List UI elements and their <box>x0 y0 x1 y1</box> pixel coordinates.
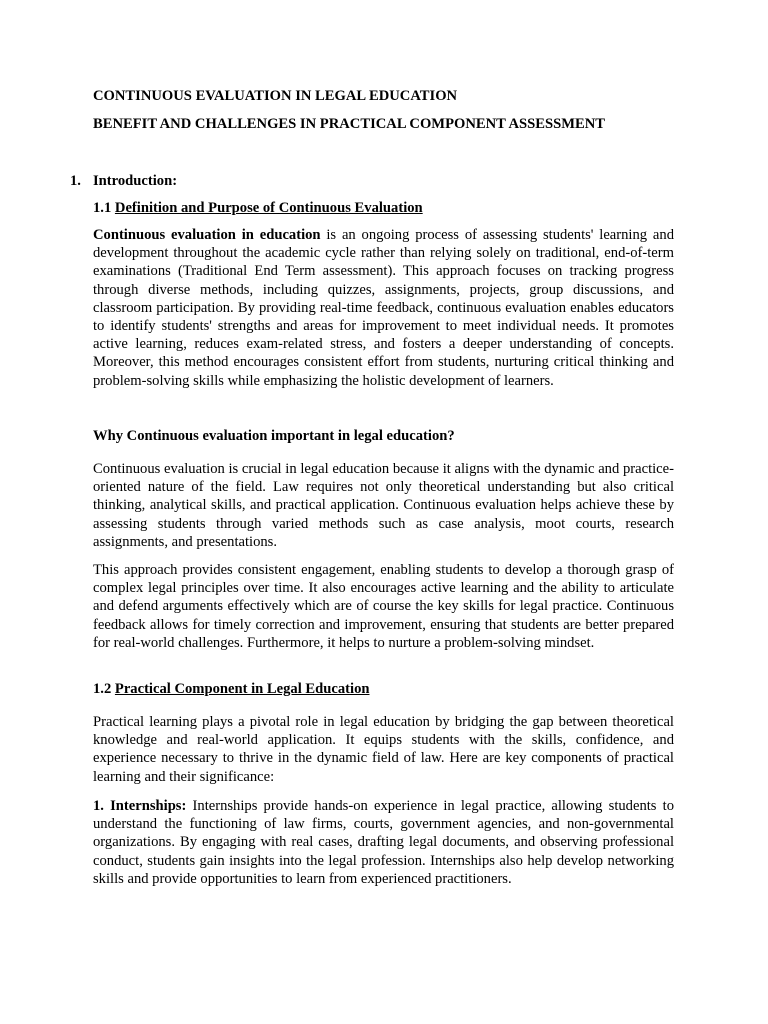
paragraph-practical-learning: Practical learning plays a pivotal role in legal education by bridging the gap between theoretical knowledge and real-world application. It equips students with the skills, confidence, and experience necessary to thrive in the dynamic field of law. Here are key components of practical learning and their significance: <box>93 714 674 785</box>
subsection-heading-1-1 <box>93 198 674 218</box>
paragraph-lead-term: Continuous evaluation in education <box>93 227 321 243</box>
subsection-title: Definition and Purpose of Continuous Evaluation <box>114 200 423 216</box>
subsection-heading-1-2 <box>93 679 674 699</box>
list-item-lead: 1. Internships: <box>93 798 187 814</box>
section-heading-why: Why Continuous evaluation important in legal education? <box>93 428 455 444</box>
document-title: CONTINUOUS EVALUATION IN LEGAL EDUCATION <box>93 88 458 104</box>
section-heading-introduction: Introduction: <box>93 173 178 189</box>
document-subtitle: BENEFIT AND CHALLENGES IN PRACTICAL COMPONENT ASSESSMENT <box>93 116 605 132</box>
paragraph-body: Internships provide hands-on experience in legal practice, allowing students to understand the functioning of law firms, courts, government agencies, and non-governmental organizations. By engaging with real cases, drafting legal documents, and observing professional conduct, students gain insights into the legal profession. Internships also help develop networking skills and provide opportunities to learn from experienced practitioners. <box>93 798 675 887</box>
section-number: 1. <box>70 173 81 189</box>
subsection-title: Practical Component in Legal Education <box>114 681 370 697</box>
subsection-number: 1.2 <box>93 681 112 697</box>
subsection-number: 1.1 <box>93 200 112 216</box>
paragraph-body: is an ongoing process of assessing students' learning and development throughout the academic cycle rather than relying solely on traditional, end-of-term examinations (Traditional End Term assessment). This approach focuses on tracking progress through diverse methods, including quizzes, assignments, projects, group discussions, and classroom participation. By providing real-time feedback, continuous evaluation enables educators to identify students' strengths and areas for improvement to meet individual needs. It promotes active learning, reduces exam-related stress, and fosters a deeper understanding of concepts. Moreover, this method encourages consistent effort from students, nurturing critical thinking and problem-solving skills while emphasizing the holistic development of learners. <box>93 227 674 389</box>
paragraph-internships <box>93 797 674 888</box>
paragraph-engagement: This approach provides consistent engagement, enabling students to develop a thorough grasp of complex legal principles over time. It also encourages active learning and the ability to articulate and defend arguments effectively which are of course the key skills for legal practice. Continuous feedback allows for timely correction and improvement, ensuring that students are better prepared for real-world challenges. Furthermore, it helps to nurture a problem-solving mindset. <box>93 562 674 651</box>
paragraph-definition <box>93 226 674 390</box>
paragraph-importance: Continuous evaluation is crucial in legal education because it aligns with the dynamic and practice-oriented nature of the field. Law requires not only theoretical understanding but also critical thinking, analytical skills, and practical application. Continuous evaluation helps achieve these by assessing students through varied methods such as case analysis, moot courts, research assignments, and presentations. <box>93 461 674 550</box>
